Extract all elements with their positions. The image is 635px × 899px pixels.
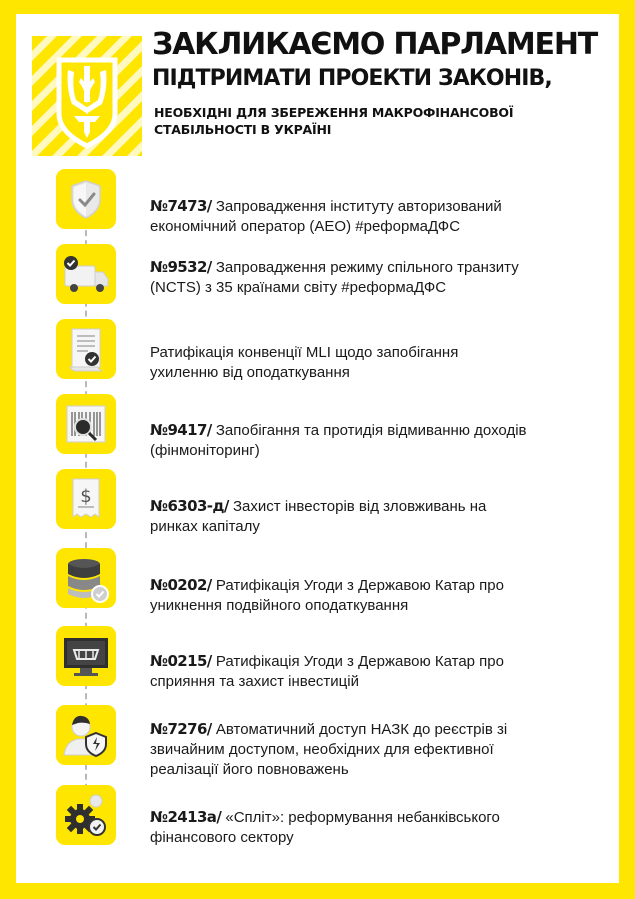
list-item <box>16 394 619 464</box>
bill-description: Запобігання та протидія відмиванню доходів (фінмоніторинг) <box>150 422 527 459</box>
shield-check-icon <box>56 169 116 229</box>
page-title: ЗАКЛИКАЄМО ПАРЛАМЕНТ <box>152 27 597 62</box>
list-item <box>16 626 619 696</box>
bill-description: «Спліт»: реформування небанківського фінансового сектору <box>150 809 500 846</box>
infographic-page <box>16 14 619 883</box>
bill-number: №0202/ <box>150 576 212 594</box>
bill-description: Захист інвесторів від зловживань на ринках капіталу <box>150 498 487 535</box>
svg-text:$: $ <box>80 486 92 507</box>
barcode-search-icon <box>56 394 116 454</box>
bill-number: №7473/ <box>150 197 212 215</box>
emblem-block <box>32 36 142 156</box>
user-shield-icon <box>56 705 116 765</box>
page-title-second-line: ПІДТРИМАТИ ПРОЕКТИ ЗАКОНІВ, <box>152 66 552 91</box>
bill-description: Ратифікація конвенції MLI щодо запобігання ухиленню від оподаткування <box>150 344 459 381</box>
bill-description: Ратифікація Угоди з Державою Катар про сприяння та захист інвестицій <box>150 653 504 690</box>
bill-number: №0215/ <box>150 652 212 670</box>
list-item <box>16 785 619 855</box>
truck-check-icon <box>56 244 116 304</box>
list-item <box>16 319 619 389</box>
bill-description: Запровадження інституту авторизований економічний оператор (АЕО) #реформаДФС <box>150 198 502 235</box>
bill-number: №6303-д/ <box>150 497 229 515</box>
bill-description: Запровадження режиму спільного транзиту (NCTS) з 35 країнами світу #реформаДФС <box>150 259 519 296</box>
document-check-icon <box>56 319 116 379</box>
bill-description: Автоматичний доступ НАЗК до реєстрів зі звичайним доступом, необхідних для ефективної реалізації його повноважень <box>150 721 508 778</box>
list-item <box>16 548 619 618</box>
list-item <box>16 244 619 314</box>
trident-icon <box>32 36 142 156</box>
database-check-icon <box>56 548 116 608</box>
bill-number: №7276/ <box>150 720 212 738</box>
bill-description: Ратифікація Угоди з Державою Катар про уникнення подвійного оподаткування <box>150 577 504 614</box>
receipt-dollar-icon <box>56 469 116 529</box>
monitor-cart-icon <box>56 626 116 686</box>
list-item <box>16 169 619 239</box>
list-item <box>16 469 619 539</box>
page-subtitle: НЕОБХІДНІ ДЛЯ ЗБЕРЕЖЕННЯ МАКРОФІНАНСОВОЇ СТАБІЛЬНОСТІ В УКРАЇНІ <box>154 105 514 137</box>
bill-number: №2413а/ <box>150 808 222 826</box>
bill-number: №9532/ <box>150 258 212 276</box>
list-item <box>16 705 619 778</box>
bill-number: №9417/ <box>150 421 212 439</box>
gears-check-icon <box>56 785 116 845</box>
